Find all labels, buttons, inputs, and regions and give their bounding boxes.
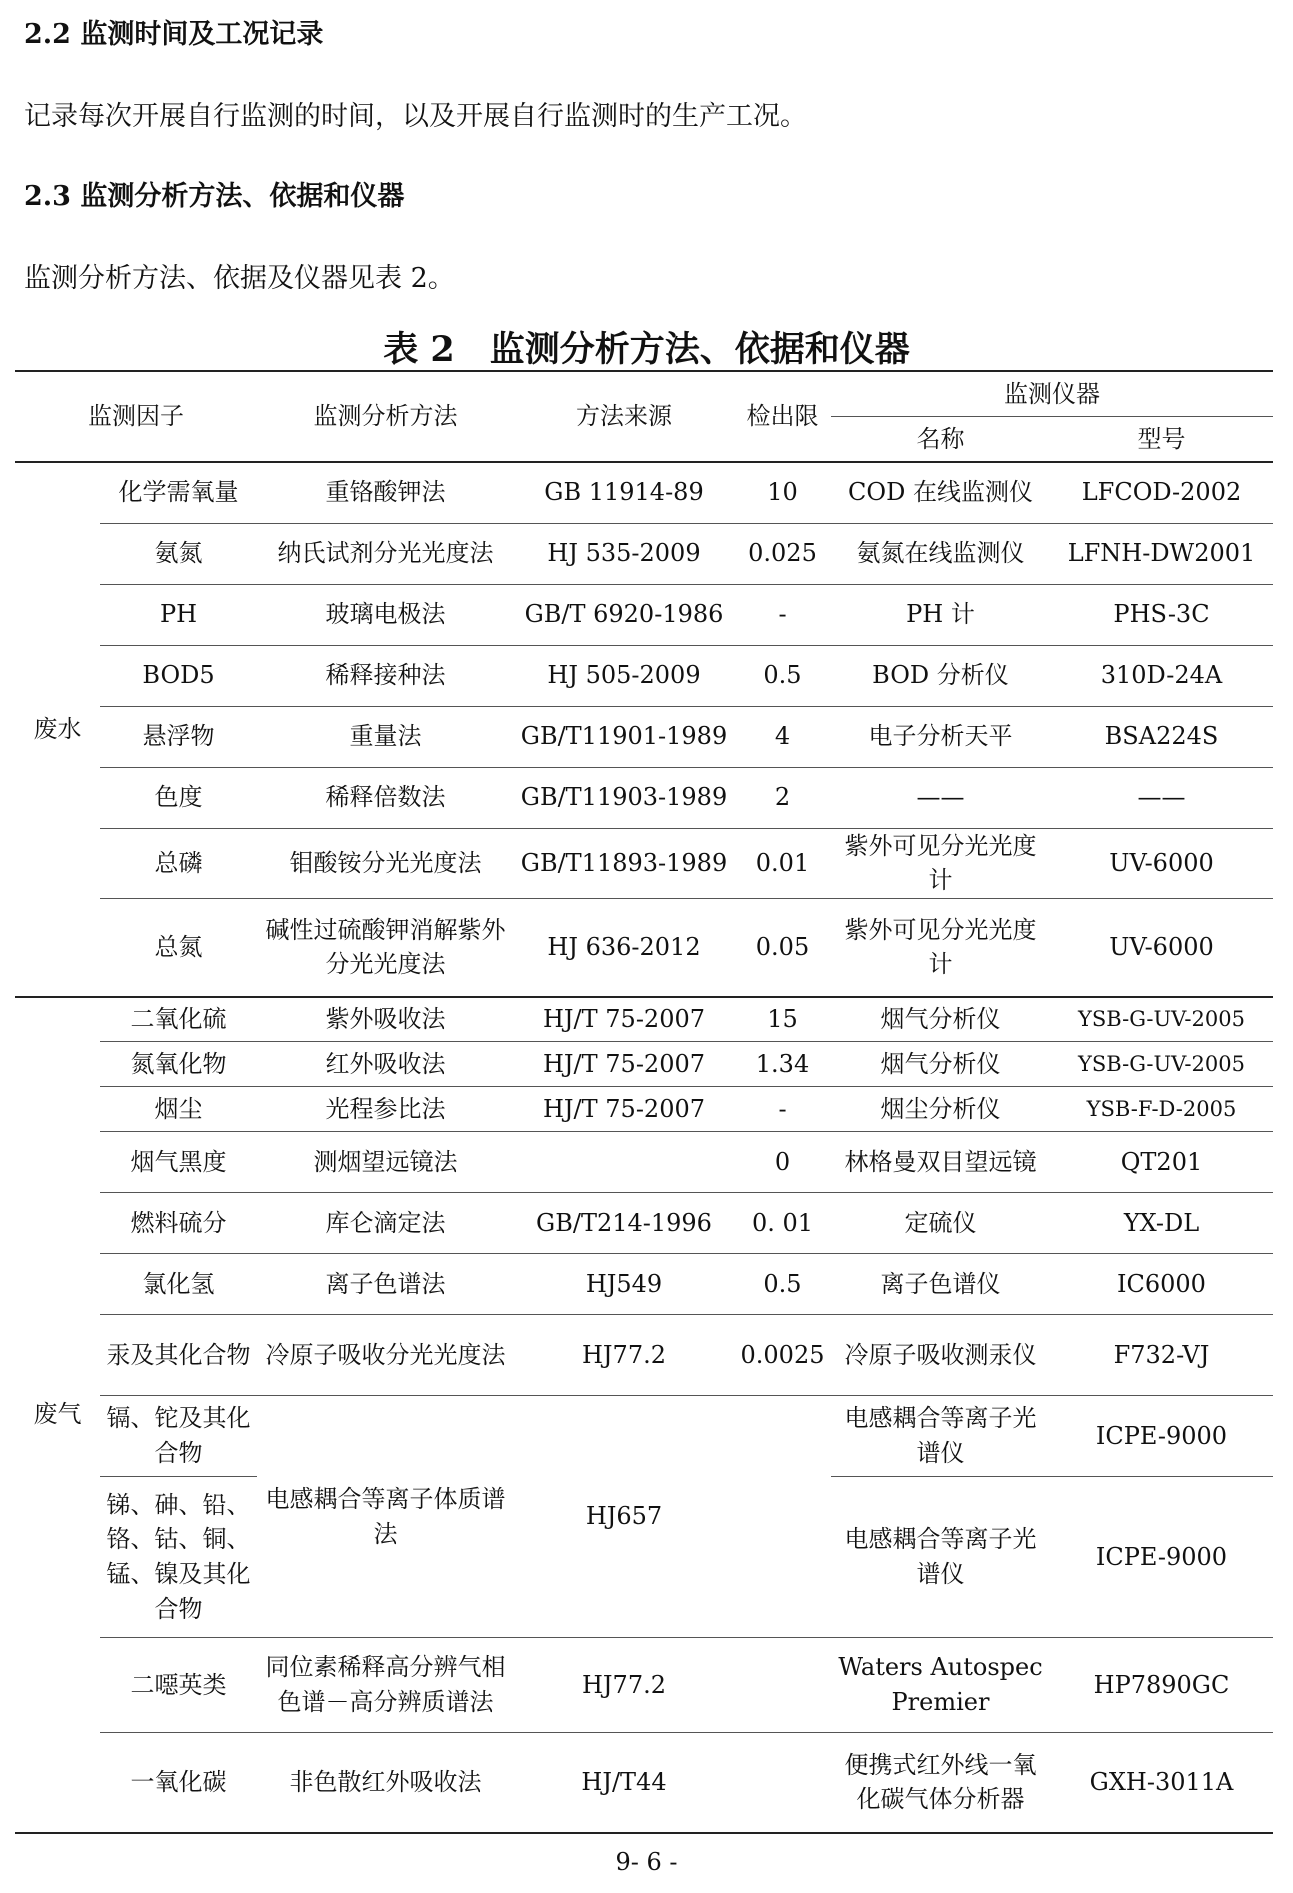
- instrument-model-cell: 310D-24A: [1050, 645, 1273, 706]
- source-cell: GB/T11893-1989: [514, 828, 734, 899]
- source-cell: HJ549: [514, 1254, 734, 1315]
- instrument-model-cell: HP7890GC: [1050, 1638, 1273, 1733]
- heading-2-3: 2.3 监测分析方法、依据和仪器: [24, 181, 405, 212]
- method-cell: 电感耦合等离子体质谱法: [257, 1396, 514, 1638]
- method-cell: 光程参比法: [257, 1087, 514, 1132]
- instrument-name-cell: 紫外可见分光光度计: [831, 828, 1050, 899]
- category-wastegas: 废气: [15, 997, 100, 1833]
- method-cell: 库仑滴定法: [257, 1193, 514, 1254]
- factor-cell: 氨氮: [100, 523, 257, 584]
- instrument-model-cell: YX-DL: [1050, 1193, 1273, 1254]
- source-cell: GB/T214-1996: [514, 1193, 734, 1254]
- instrument-model-cell: ICPE-9000: [1050, 1396, 1273, 1477]
- instrument-model-cell: LFCOD-2002: [1050, 462, 1273, 523]
- instrument-model-cell: YSB-F-D-2005: [1050, 1087, 1273, 1132]
- method-cell: 稀释倍数法: [257, 767, 514, 828]
- limit-cell: [734, 1638, 831, 1733]
- limit-cell: 2: [734, 767, 831, 828]
- method-cell: 测烟望远镜法: [257, 1132, 514, 1193]
- method-cell: 重量法: [257, 706, 514, 767]
- factor-cell: 镉、铊及其化合物: [100, 1396, 257, 1477]
- instrument-model-cell: UV-6000: [1050, 828, 1273, 899]
- instrument-name-cell: 林格曼双目望远镜: [831, 1132, 1050, 1193]
- source-cell: HJ657: [514, 1396, 734, 1638]
- method-cell: 玻璃电极法: [257, 584, 514, 645]
- instrument-model-cell: YSB-G-UV-2005: [1050, 997, 1273, 1042]
- instrument-name-cell: 定硫仪: [831, 1193, 1050, 1254]
- instrument-model-cell: F732-VJ: [1050, 1315, 1273, 1396]
- heading-2-2: 2.2 监测时间及工况记录: [24, 19, 324, 50]
- source-cell: HJ 505-2009: [514, 645, 734, 706]
- header-method: 监测分析方法: [257, 371, 514, 462]
- source-cell: HJ/T 75-2007: [514, 1042, 734, 1087]
- method-cell: 同位素稀释高分辨气相色谱－高分辨质谱法: [257, 1638, 514, 1733]
- limit-cell: 10: [734, 462, 831, 523]
- instrument-name-cell: 紫外可见分光光度计: [831, 899, 1050, 997]
- instrument-name-cell: 冷原子吸收测汞仪: [831, 1315, 1050, 1396]
- source-cell: GB 11914-89: [514, 462, 734, 523]
- instrument-name-cell: 烟气分析仪: [831, 1042, 1050, 1087]
- factor-cell: 锑、砷、铅、铬、钴、铜、锰、镍及其化合物: [100, 1477, 257, 1638]
- method-cell: 稀释接种法: [257, 645, 514, 706]
- factor-cell: 汞及其化合物: [100, 1315, 257, 1396]
- source-cell: HJ77.2: [514, 1315, 734, 1396]
- instrument-name-cell: 电感耦合等离子光谱仪: [831, 1477, 1050, 1638]
- method-cell: 碱性过硫酸钾消解紫外分光光度法: [257, 899, 514, 997]
- method-cell: 纳氏试剂分光光度法: [257, 523, 514, 584]
- instrument-name-cell: 烟气分析仪: [831, 997, 1050, 1042]
- factor-cell: 二氧化硫: [100, 997, 257, 1042]
- instrument-model-cell: LFNH-DW2001: [1050, 523, 1273, 584]
- category-wastewater: 废水: [15, 462, 100, 997]
- instrument-name-cell: 电感耦合等离子光谱仪: [831, 1396, 1050, 1477]
- header-instrument-model: 型号: [1050, 417, 1273, 463]
- factor-cell: 总磷: [100, 828, 257, 899]
- method-cell: 重铬酸钾法: [257, 462, 514, 523]
- page-number: 9- 6 -: [615, 1848, 678, 1876]
- source-cell: GB/T 6920-1986: [514, 584, 734, 645]
- instrument-name-cell: PH 计: [831, 584, 1050, 645]
- monitoring-methods-table: [15, 370, 1273, 1834]
- instrument-name-cell: 电子分析天平: [831, 706, 1050, 767]
- instrument-name-cell: COD 在线监测仪: [831, 462, 1050, 523]
- instrument-model-cell: YSB-G-UV-2005: [1050, 1042, 1273, 1087]
- factor-cell: 化学需氧量: [100, 462, 257, 523]
- instrument-name-cell: 氨氮在线监测仪: [831, 523, 1050, 584]
- factor-cell: BOD5: [100, 645, 257, 706]
- limit-cell: 0.05: [734, 899, 831, 997]
- limit-cell: 0. 01: [734, 1193, 831, 1254]
- source-cell: HJ/T 75-2007: [514, 997, 734, 1042]
- limit-cell: 0.0025: [734, 1315, 831, 1396]
- limit-cell: 0.5: [734, 1254, 831, 1315]
- source-cell: GB/T11903-1989: [514, 767, 734, 828]
- factor-cell: 氮氧化物: [100, 1042, 257, 1087]
- source-cell: HJ77.2: [514, 1638, 734, 1733]
- instrument-name-cell: 离子色谱仪: [831, 1254, 1050, 1315]
- source-cell: HJ/T44: [514, 1733, 734, 1833]
- instrument-model-cell: UV-6000: [1050, 899, 1273, 997]
- table-caption: 表 2 监测分析方法、依据和仪器: [383, 329, 910, 370]
- instrument-name-cell: 便携式红外线一氧化碳气体分析器: [831, 1733, 1050, 1833]
- paragraph-2-3: 监测分析方法、依据及仪器见表 2。: [24, 263, 455, 294]
- method-cell: 非色散红外吸收法: [257, 1733, 514, 1833]
- source-cell: [514, 1132, 734, 1193]
- factor-cell: 燃料硫分: [100, 1193, 257, 1254]
- limit-cell: 15: [734, 997, 831, 1042]
- instrument-model-cell: PHS-3C: [1050, 584, 1273, 645]
- method-cell: 离子色谱法: [257, 1254, 514, 1315]
- instrument-name-cell: 烟尘分析仪: [831, 1087, 1050, 1132]
- factor-cell: 一氧化碳: [100, 1733, 257, 1833]
- instrument-name-cell: Waters Autospec Premier: [831, 1638, 1050, 1733]
- factor-cell: 烟气黑度: [100, 1132, 257, 1193]
- header-limit: 检出限: [734, 371, 831, 462]
- factor-cell: 氯化氢: [100, 1254, 257, 1315]
- paragraph-2-2: 记录每次开展自行监测的时间，以及开展自行监测时的生产工况。: [24, 101, 807, 132]
- instrument-model-cell: QT201: [1050, 1132, 1273, 1193]
- factor-cell: 色度: [100, 767, 257, 828]
- method-cell: 紫外吸收法: [257, 997, 514, 1042]
- header-instrument-name: 名称: [831, 417, 1050, 463]
- factor-cell: PH: [100, 584, 257, 645]
- instrument-name-cell: BOD 分析仪: [831, 645, 1050, 706]
- instrument-model-cell: ICPE-9000: [1050, 1477, 1273, 1638]
- source-cell: GB/T11901-1989: [514, 706, 734, 767]
- instrument-model-cell: BSA224S: [1050, 706, 1273, 767]
- limit-cell: 0: [734, 1132, 831, 1193]
- header-source: 方法来源: [514, 371, 734, 462]
- method-cell: 钼酸铵分光光度法: [257, 828, 514, 899]
- factor-cell: 悬浮物: [100, 706, 257, 767]
- source-cell: HJ 636-2012: [514, 899, 734, 997]
- factor-cell: 烟尘: [100, 1087, 257, 1132]
- limit-cell: 0.01: [734, 828, 831, 899]
- limit-cell: 0.5: [734, 645, 831, 706]
- limit-cell: [734, 1396, 831, 1638]
- instrument-model-cell: ——: [1050, 767, 1273, 828]
- instrument-model-cell: IC6000: [1050, 1254, 1273, 1315]
- limit-cell: 4: [734, 706, 831, 767]
- source-cell: HJ/T 75-2007: [514, 1087, 734, 1132]
- limit-cell: -: [734, 1087, 831, 1132]
- method-cell: 冷原子吸收分光光度法: [257, 1315, 514, 1396]
- instrument-model-cell: GXH-3011A: [1050, 1733, 1273, 1833]
- header-factor: 监测因子: [15, 371, 257, 462]
- factor-cell: 二噁英类: [100, 1638, 257, 1733]
- limit-cell: 1.34: [734, 1042, 831, 1087]
- source-cell: HJ 535-2009: [514, 523, 734, 584]
- limit-cell: [734, 1733, 831, 1833]
- method-cell: 红外吸收法: [257, 1042, 514, 1087]
- instrument-name-cell: ——: [831, 767, 1050, 828]
- limit-cell: 0.025: [734, 523, 831, 584]
- header-instrument: 监测仪器: [831, 371, 1273, 417]
- limit-cell: -: [734, 584, 831, 645]
- factor-cell: 总氮: [100, 899, 257, 997]
